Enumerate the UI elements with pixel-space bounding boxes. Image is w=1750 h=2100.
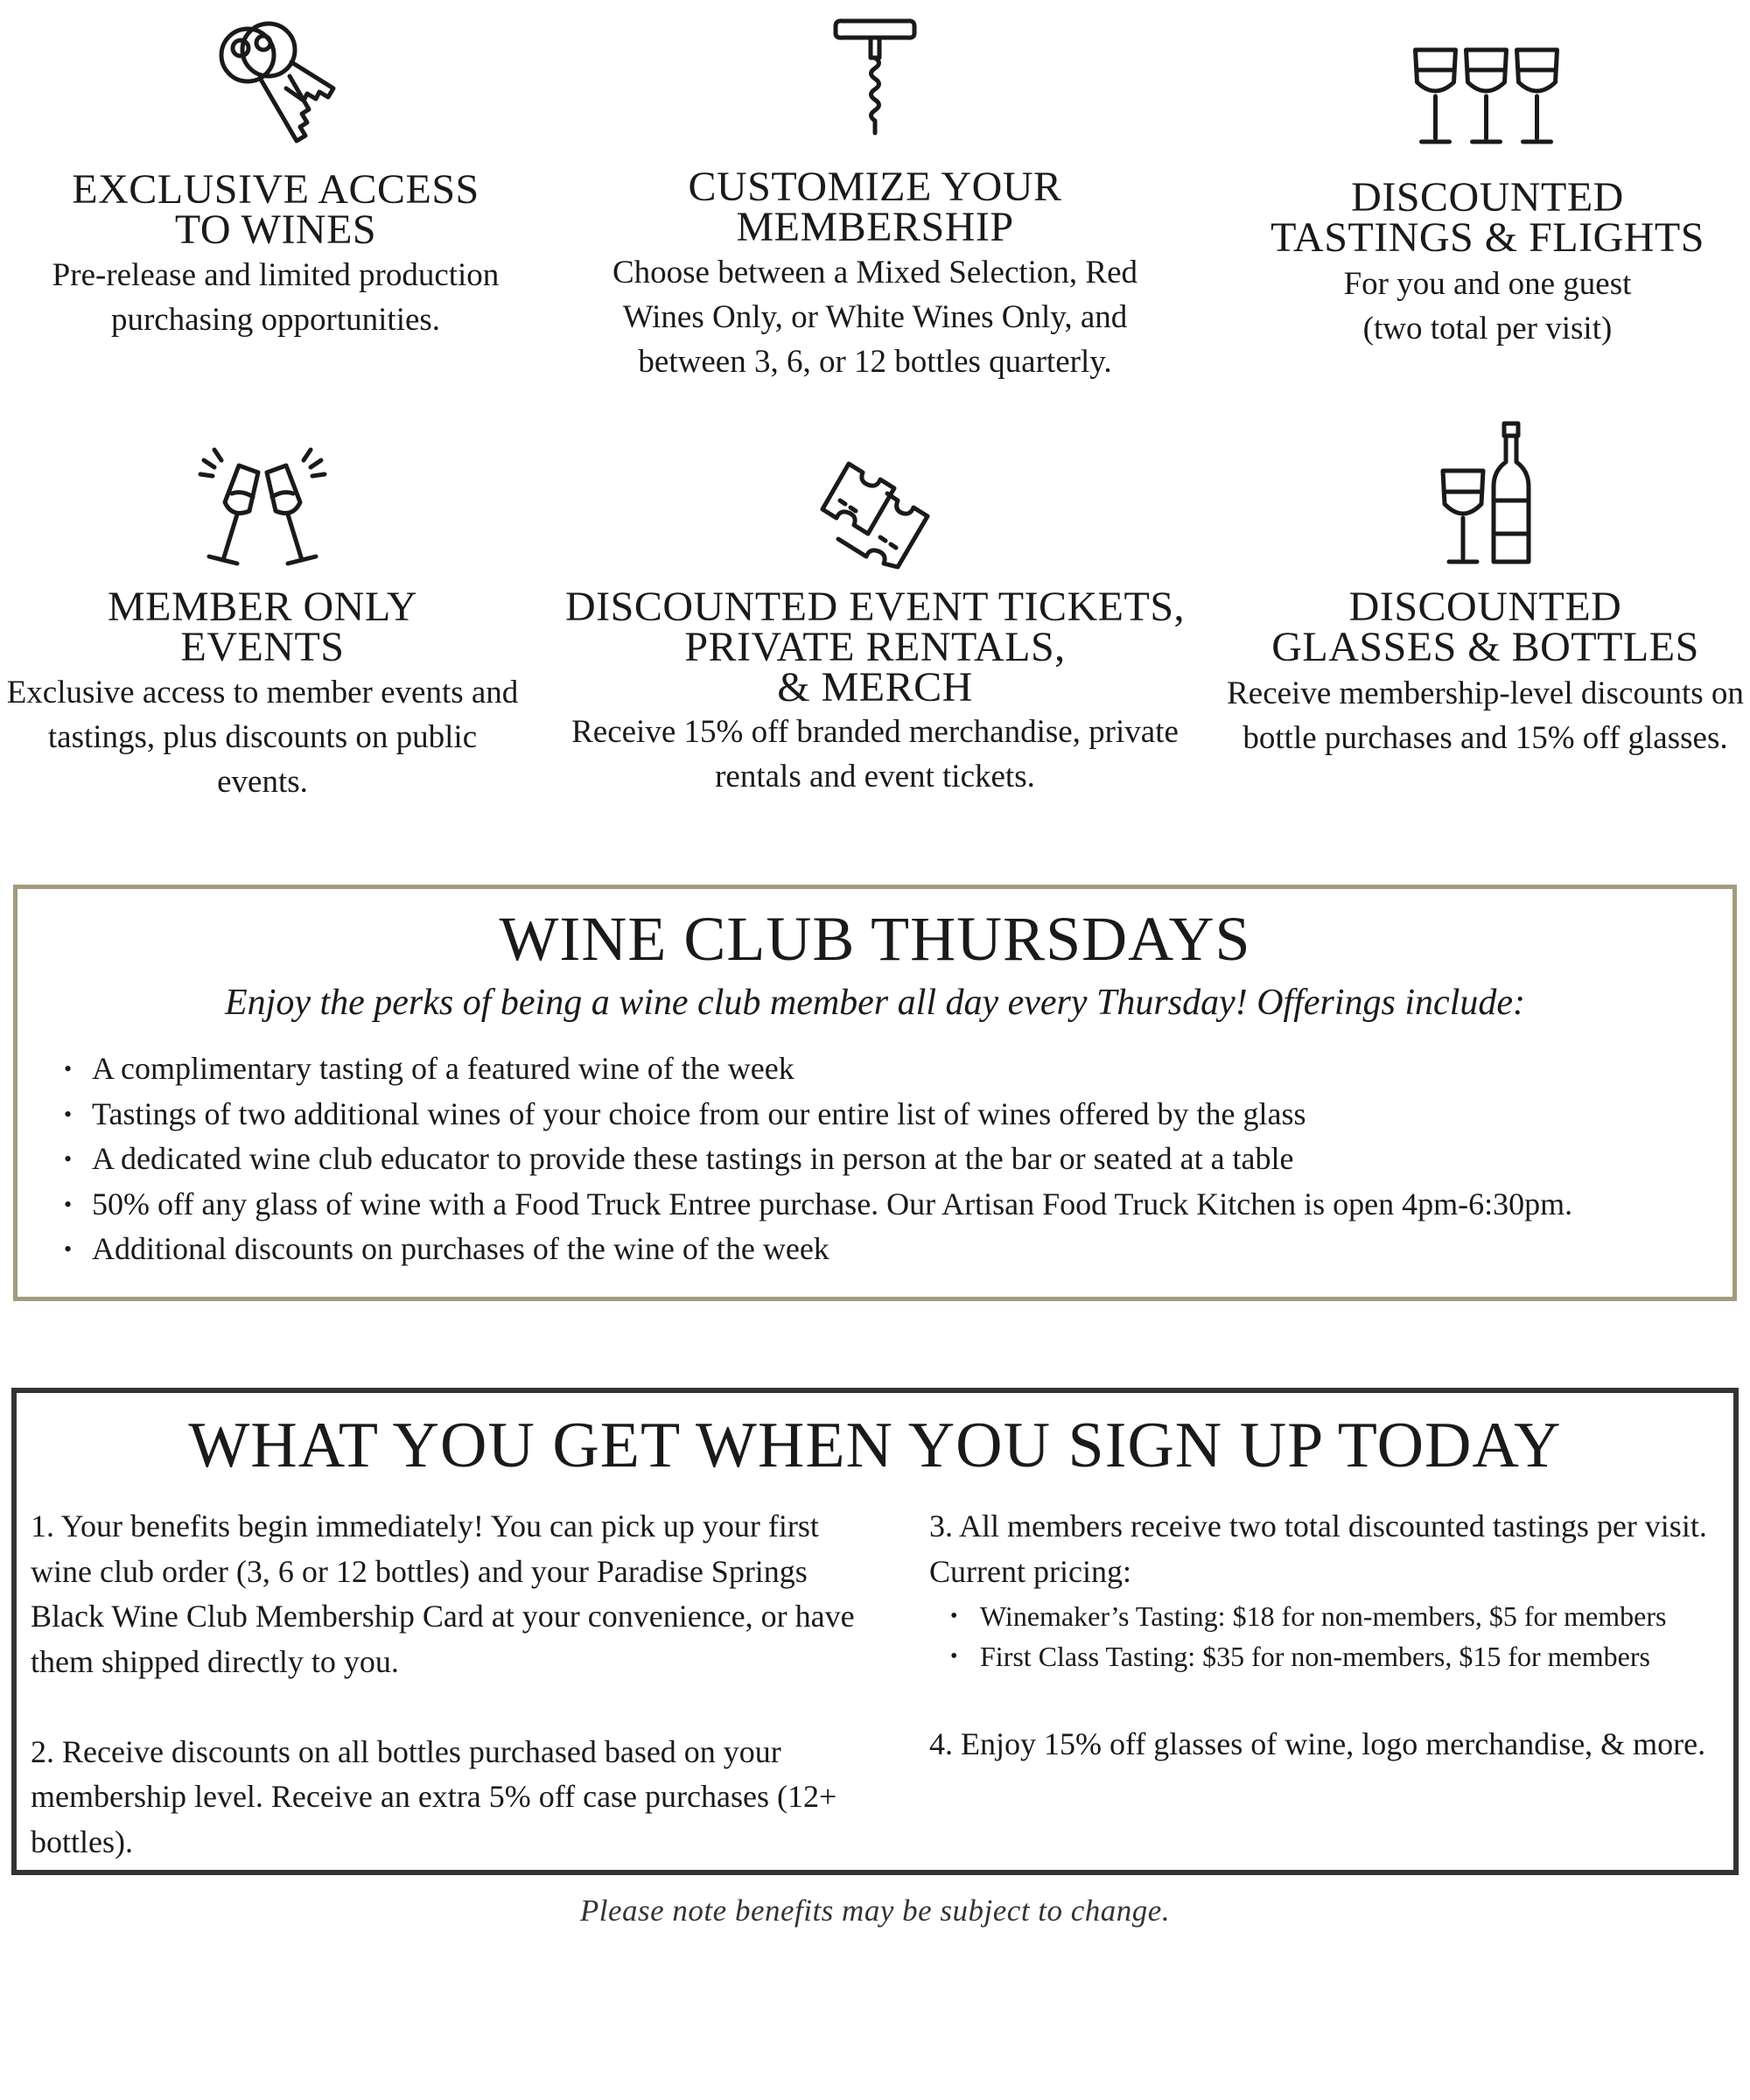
thursdays-offerings-list bbox=[92, 1046, 1715, 1272]
signup-point-1: 1. Your benefits begin immediately! You can pick up your first wine club order (3, 6 or 12 bottles) and your Paradise Springs Black Wine Club Membership Card at your convenience, or have them shipped directly to you. bbox=[31, 1508, 855, 1679]
benefit-description: Exclusive access to member events and tastings, plus discounts on public events. bbox=[6, 675, 519, 800]
footnote: Please note benefits may be subject to change. bbox=[579, 1894, 1171, 1928]
signup-point-4: 4. Enjoy 15% off glasses of wine, logo merchandise, & more. bbox=[929, 1726, 1706, 1761]
wine-glasses-icon bbox=[1411, 46, 1564, 146]
glass-and-bottle-icon bbox=[1438, 420, 1534, 569]
benefit-title: DISCOUNTED EVENT TICKETS, PRIVATE RENTALS, & MERCH bbox=[564, 584, 1186, 710]
benefit-description: For you and one guest (two total per visit) bbox=[1343, 266, 1632, 346]
wine-club-thursdays-panel bbox=[13, 885, 1737, 1301]
list-item: • A complimentary tasting of a featured wine of the week bbox=[92, 1046, 1715, 1092]
signup-right-column bbox=[929, 1504, 1734, 1767]
signup-point-3: 3. All members receive two total discounted tastings per visit. Current pricing: bbox=[929, 1508, 1707, 1589]
benefit-description: Pre-release and limited production purchasing opportunities. bbox=[52, 257, 500, 338]
list-item: • Tastings of two additional wines of your choice from our entire list of wines offered by the glass bbox=[92, 1092, 1715, 1138]
benefit-title: DISCOUNTED GLASSES & BOTTLES bbox=[1271, 584, 1699, 670]
benefit-title: CUSTOMIZE YOUR MEMBERSHIP bbox=[688, 164, 1062, 250]
signup-left-column bbox=[31, 1504, 871, 1865]
tickets-icon bbox=[814, 457, 936, 570]
thursdays-heading: WINE CLUB THURSDAYS bbox=[499, 904, 1251, 974]
corkscrew-icon bbox=[827, 16, 923, 138]
benefit-description: Receive membership-level discounts on bottle purchases and 15% off glasses. bbox=[1227, 676, 1744, 756]
keys-icon bbox=[206, 13, 346, 153]
benefit-title: EXCLUSIVE ACCESS TO WINES bbox=[72, 166, 480, 253]
list-item: • First Class Tasting: $35 for non-members, $15 for members bbox=[980, 1636, 1734, 1676]
benefit-description: Receive 15% off branded merchandise, private rentals and event tickets. bbox=[571, 714, 1179, 794]
signup-heading: WHAT YOU GET WHEN YOU SIGN UP TODAY bbox=[188, 1410, 1562, 1481]
benefit-title: DISCOUNTED TASTINGS & FLIGHTS bbox=[1270, 174, 1704, 261]
list-item: • Winemaker’s Tasting: $18 for non-members, $5 for members bbox=[980, 1596, 1734, 1636]
signup-benefits-panel bbox=[11, 1388, 1739, 1875]
benefit-title: MEMBER ONLY EVENTS bbox=[107, 584, 418, 670]
tasting-pricing-list bbox=[980, 1596, 1734, 1676]
list-item: • A dedicated wine club educator to provide these tastings in person at the bar or seated at a table bbox=[92, 1137, 1715, 1182]
toasting-glasses-icon bbox=[197, 439, 328, 570]
list-item: • 50% off any glass of wine with a Food Truck Entree purchase. Our Artisan Food Truck Kitchen is open 4pm-6:30pm. bbox=[92, 1182, 1715, 1228]
thursdays-subheading: Enjoy the perks of being a wine club member all day every Thursday! Offerings include: bbox=[225, 983, 1525, 1023]
signup-point-2: 2. Receive discounts on all bottles purchased based on your membership level. Receive an extra 5% off case purchases (12+ bottles). bbox=[31, 1733, 837, 1859]
list-item: • Additional discounts on purchases of the wine of the week bbox=[92, 1227, 1715, 1272]
benefit-description: Choose between a Mixed Selection, Red Wines Only, or White Wines Only, and between 3, 6, or 12 bottles quarterly. bbox=[612, 255, 1138, 380]
